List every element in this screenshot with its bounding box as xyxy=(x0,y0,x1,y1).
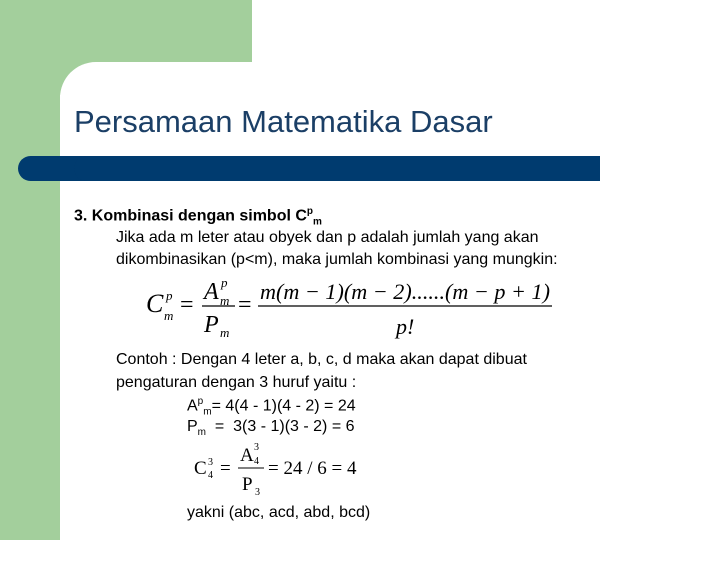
frac1-num-sub: m xyxy=(220,293,230,308)
frac1-num-sup: p xyxy=(221,275,228,290)
apm-base: A xyxy=(187,397,198,415)
result-num-sup: 3 xyxy=(254,442,259,453)
result-num-base: A xyxy=(240,445,254,466)
apm-sup: p xyxy=(197,396,204,407)
result-lhs-base: C xyxy=(194,458,207,479)
general-combination-formula xyxy=(140,274,560,340)
formula-eq-1: = xyxy=(180,292,194,318)
formula-lhs-base: C xyxy=(146,289,164,318)
result-den-sub: 3 xyxy=(255,487,260,498)
heading-sub: m xyxy=(313,216,322,228)
result-lhs-sub: 4 xyxy=(208,470,213,481)
conclusion-text: yakni (abc, acd, abd, bcd) xyxy=(187,504,371,521)
frac1-num-base: A xyxy=(204,279,219,305)
formula-lhs-sup: p xyxy=(166,288,173,303)
intro-line-1: Jika ada m leter atau obyek dan p adalah jumlah yang akan xyxy=(116,229,539,246)
frac1-den-base: P xyxy=(204,312,219,338)
result-rest: = 24 / 6 = 4 xyxy=(268,458,357,479)
section-heading xyxy=(74,206,322,228)
intro-line-2: dikombinasikan (p<m), maka jumlah kombinasi yang mungkin: xyxy=(116,251,558,268)
frac2-denominator: p! xyxy=(396,314,415,339)
heading-sup: p xyxy=(306,206,314,217)
example-pm-line xyxy=(187,418,355,438)
title-underline-bar xyxy=(74,156,600,181)
slide-title: Persamaan Matematika Dasar xyxy=(74,104,493,139)
result-den-base: P xyxy=(242,474,253,495)
heading-text: 3. Kombinasi dengan simbol C xyxy=(74,207,307,225)
pm-sub: m xyxy=(197,427,207,439)
pm-rest: = 3(3 - 1)(3 - 2) = 6 xyxy=(206,418,355,435)
result-lhs-sup: 3 xyxy=(208,457,213,468)
example-line-1: Contoh : Dengan 4 leter a, b, c, d maka akan dapat dibuat xyxy=(116,351,527,368)
apm-sub: m xyxy=(203,406,212,418)
frac2-numerator: m(m − 1)(m − 2)......(m − p + 1) xyxy=(260,279,550,304)
result-combination-formula xyxy=(192,440,372,498)
result-eq: = xyxy=(220,458,231,479)
formula-lhs-sub: m xyxy=(164,308,174,323)
example-apm-line xyxy=(187,396,356,418)
formula-eq-2: = xyxy=(238,292,252,318)
frac1-den-sub: m xyxy=(220,325,230,340)
result-num-sub: 4 xyxy=(254,456,259,467)
apm-rest: = 4(4 - 1)(4 - 2) = 24 xyxy=(211,397,356,415)
pm-base: P xyxy=(187,418,198,435)
example-line-2: pengaturan dengan 3 huruf yaitu : xyxy=(116,374,357,391)
